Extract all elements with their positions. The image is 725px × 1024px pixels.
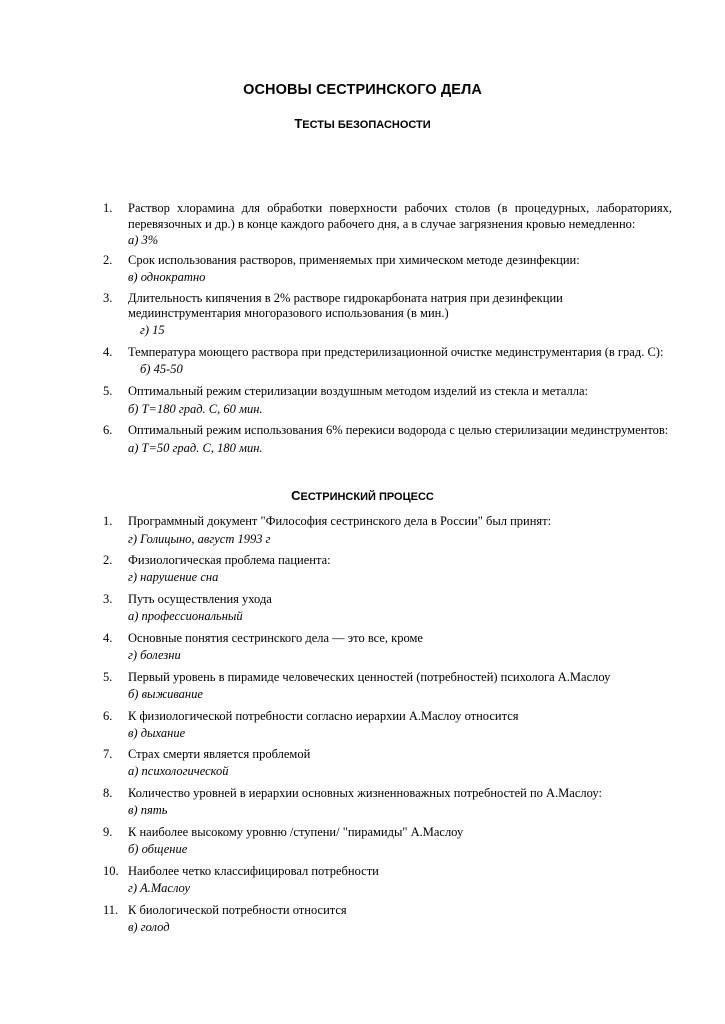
question-text: Раствор хлорамина для обработки поверхности рабочих столов (в процедурных, лабораториях, перевязочных и др.) в конце каждого рабочего дня, а в случае загрязнения кровью немедленно: bbox=[128, 201, 672, 231]
question-answer: г) 15 bbox=[140, 323, 165, 337]
question-number: 5. bbox=[103, 384, 113, 398]
question-answer: б) Т=180 град. С, 60 мин. bbox=[128, 402, 263, 416]
question-number: 1. bbox=[103, 201, 113, 215]
question-text: К наиболее высокому уровню /ступени/ "пирамиды" А.Маслоу bbox=[128, 825, 464, 839]
question-text: Оптимальный режим использования 6% перекиси водорода с целью стерилизации мединструментов: bbox=[128, 423, 669, 437]
question-number: 10. bbox=[103, 864, 119, 878]
question-text: Температура моющего раствора при предстерилизационной очистке мединструментария (в град. С): bbox=[128, 345, 664, 359]
section-heading-safety-tests bbox=[0, 116, 725, 131]
question-answer: б) общение bbox=[128, 842, 188, 856]
question-number: 6. bbox=[103, 423, 113, 437]
section-heading-rest: ЕСТЫ БЕЗОПАСНОСТИ bbox=[302, 119, 431, 131]
question-answer: г) болезни bbox=[128, 648, 181, 662]
question-number: 6. bbox=[103, 709, 113, 723]
question-text: Путь осуществления ухода bbox=[128, 592, 272, 606]
section-heading-rest: ЕСТРИНСКИЙ ПРОЦЕСС bbox=[300, 491, 434, 503]
question-answer: а) психологической bbox=[128, 764, 229, 778]
question-number: 7. bbox=[103, 747, 113, 761]
question-answer: в) пять bbox=[128, 803, 168, 817]
question-text-line-2: медиинструментария многоразового использования (в мин.) bbox=[128, 306, 449, 320]
question-answer: г) А.Маслоу bbox=[128, 881, 191, 895]
question-text: Наиболее четко классифицировал потребности bbox=[128, 864, 379, 878]
question-number: 11. bbox=[103, 903, 119, 917]
question-number: 1. bbox=[103, 514, 113, 528]
question-number: 3. bbox=[103, 291, 113, 305]
question-number: 4. bbox=[103, 631, 113, 645]
question-answer: в) дыхание bbox=[128, 726, 186, 740]
question-answer: в) голод bbox=[128, 920, 170, 934]
question-number: 5. bbox=[103, 670, 113, 684]
question-text: Срок использования растворов, применяемых при химическом методе дезинфекции: bbox=[128, 253, 580, 267]
question-answer: б) 45-50 bbox=[140, 362, 183, 376]
question-answer: в) однократно bbox=[128, 270, 206, 284]
question-text: К физиологической потребности согласно иерархии А.Маслоу относится bbox=[128, 709, 519, 723]
section-heading-initial: Т bbox=[294, 116, 303, 131]
question-answer: а) 3% bbox=[128, 233, 159, 247]
question-number: 9. bbox=[103, 825, 113, 839]
question-answer: а) Т=50 град. С, 180 мин. bbox=[128, 441, 263, 455]
question-text: Физиологическая проблема пациента: bbox=[128, 553, 331, 567]
question-number: 3. bbox=[103, 592, 113, 606]
question-text: Количество уровней в иерархии основных жизненноважных потребностей по А.Маслоу: bbox=[128, 786, 602, 800]
question-text: К биологической потребности относится bbox=[128, 903, 347, 917]
question-number: 8. bbox=[103, 786, 113, 800]
question-text-line-1: Длительность кипячения в 2% растворе гидрокарбоната натрия при дезинфекции bbox=[128, 291, 563, 305]
section-heading-nursing-process bbox=[0, 488, 725, 503]
question-answer: а) профессиональный bbox=[128, 609, 243, 623]
question-text: Страх смерти является проблемой bbox=[128, 747, 311, 761]
document-title: ОСНОВЫ СЕСТРИНСКОГО ДЕЛА bbox=[243, 82, 482, 98]
question-number: 2. bbox=[103, 253, 113, 267]
question-number: 2. bbox=[103, 553, 113, 567]
question-answer: г) Голицыно, август 1993 г bbox=[128, 532, 271, 546]
question-text: Основные понятия сестринского дела — это все, кроме bbox=[128, 631, 423, 645]
section-heading-initial: С bbox=[291, 488, 301, 503]
question-number: 4. bbox=[103, 345, 113, 359]
question-text: Программный документ "Философия сестринского дела в России" был принят: bbox=[128, 514, 552, 528]
question-answer: б) выживание bbox=[128, 687, 203, 701]
question-text: Первый уровень в пирамиде человеческих ценностей (потребностей) психолога А.Маслоу bbox=[128, 670, 611, 684]
question-text: Оптимальный режим стерилизации воздушным методом изделий из стекла и металла: bbox=[128, 384, 589, 398]
question-answer: г) нарушение сна bbox=[128, 570, 219, 584]
